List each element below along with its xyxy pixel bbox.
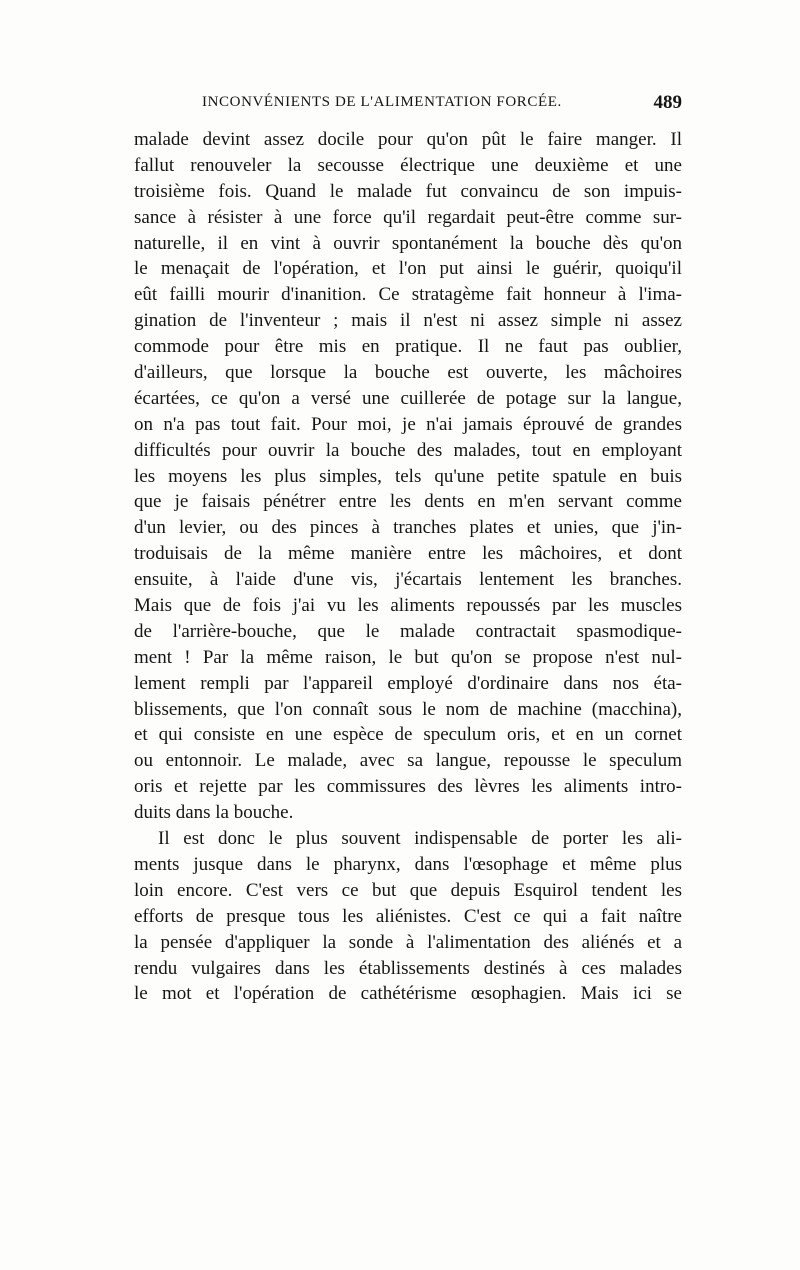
text-line: ment ! Par la même raison, le but qu'on se propose n'est nul-: [134, 646, 682, 668]
text-line: efforts de presque tous les aliénistes. C'est ce qui a fait naître: [134, 905, 682, 927]
text-line: d'ailleurs, que lorsque la bouche est ouverte, les mâchoires: [134, 362, 682, 384]
body-text: [134, 127, 682, 1007]
text-line: fallut renouveler la secousse électrique une deuxième et une: [134, 154, 682, 176]
text-line: eût failli mourir d'inanition. Ce stratagème fait honneur à l'ima-: [134, 284, 682, 306]
text-line: Mais que de fois j'ai vu les aliments repoussés par les muscles: [134, 595, 682, 617]
text-line: ensuite, à l'aide d'une vis, j'écartais lentement les branches.: [134, 569, 682, 591]
text-line: sance à résister à une force qu'il regardait peut-être comme sur-: [134, 206, 682, 228]
text-line: ments jusque dans le pharynx, dans l'œsophage et même plus: [134, 853, 682, 875]
text-line: que je faisais pénétrer entre les dents en m'en servant comme: [134, 491, 682, 513]
text-line: ou entonnoir. Le malade, avec sa langue, repousse le speculum: [134, 750, 682, 772]
text-line: duits dans la bouche.: [134, 802, 294, 824]
text-line: difficultés pour ouvrir la bouche des malades, tout en employant: [134, 439, 682, 461]
text-line: les moyens les plus simples, tels qu'une petite spatule en buis: [134, 465, 682, 487]
text-line: la pensée d'appliquer la sonde à l'alimentation des aliénés et a: [134, 931, 682, 953]
text-line: et qui consiste en une espèce de speculum oris, et en un cornet: [134, 724, 682, 746]
text-line: loin encore. C'est vers ce but que depuis Esquirol tendent les: [134, 879, 682, 901]
text-line: lement rempli par l'appareil employé d'ordinaire dans nos éta-: [134, 672, 682, 694]
text-line: on n'a pas tout fait. Pour moi, je n'ai jamais éprouvé de grandes: [134, 413, 682, 435]
text-line: le mot et l'opération de cathétérisme œsophagien. Mais ici se: [134, 983, 682, 1005]
text-line: le menaçait de l'opération, et l'on put ainsi le guérir, quoiqu'il: [134, 258, 682, 280]
running-title: INCONVÉNIENTS DE L'ALIMENTATION FORCÉE.: [202, 94, 562, 110]
text-line: rendu vulgaires dans les établissements destinés à ces malades: [134, 957, 682, 979]
text-line: gination de l'inventeur ; mais il n'est ni assez simple ni assez: [134, 310, 682, 332]
text-line: Il est donc le plus souvent indispensable de porter les ali-: [158, 828, 682, 850]
text-line: malade devint assez docile pour qu'on pût le faire manger. Il: [134, 129, 682, 150]
text-line: écartées, ce qu'on a versé une cuillerée de potage sur la langue,: [134, 387, 682, 409]
text-line: naturelle, il en vint à ouvrir spontanément la bouche dès qu'on: [134, 232, 682, 254]
text-line: blissements, que l'on connaît sous le nom de machine (macchina),: [134, 698, 682, 720]
page-number: 489: [653, 92, 682, 113]
text-line: oris et rejette par les commissures des lèvres les aliments intro-: [134, 776, 682, 798]
text-line: d'un levier, ou des pinces à tranches plates et unies, que j'in-: [134, 517, 682, 539]
text-line: troisième fois. Quand le malade fut convaincu de son impuis-: [134, 180, 682, 202]
running-head: [134, 92, 682, 116]
text-line: de l'arrière-bouche, que le malade contractait spasmodique-: [134, 620, 682, 642]
text-line: troduisais de la même manière entre les mâchoires, et dont: [134, 543, 682, 565]
text-line: commode pour être mis en pratique. Il ne faut pas oublier,: [134, 336, 682, 358]
